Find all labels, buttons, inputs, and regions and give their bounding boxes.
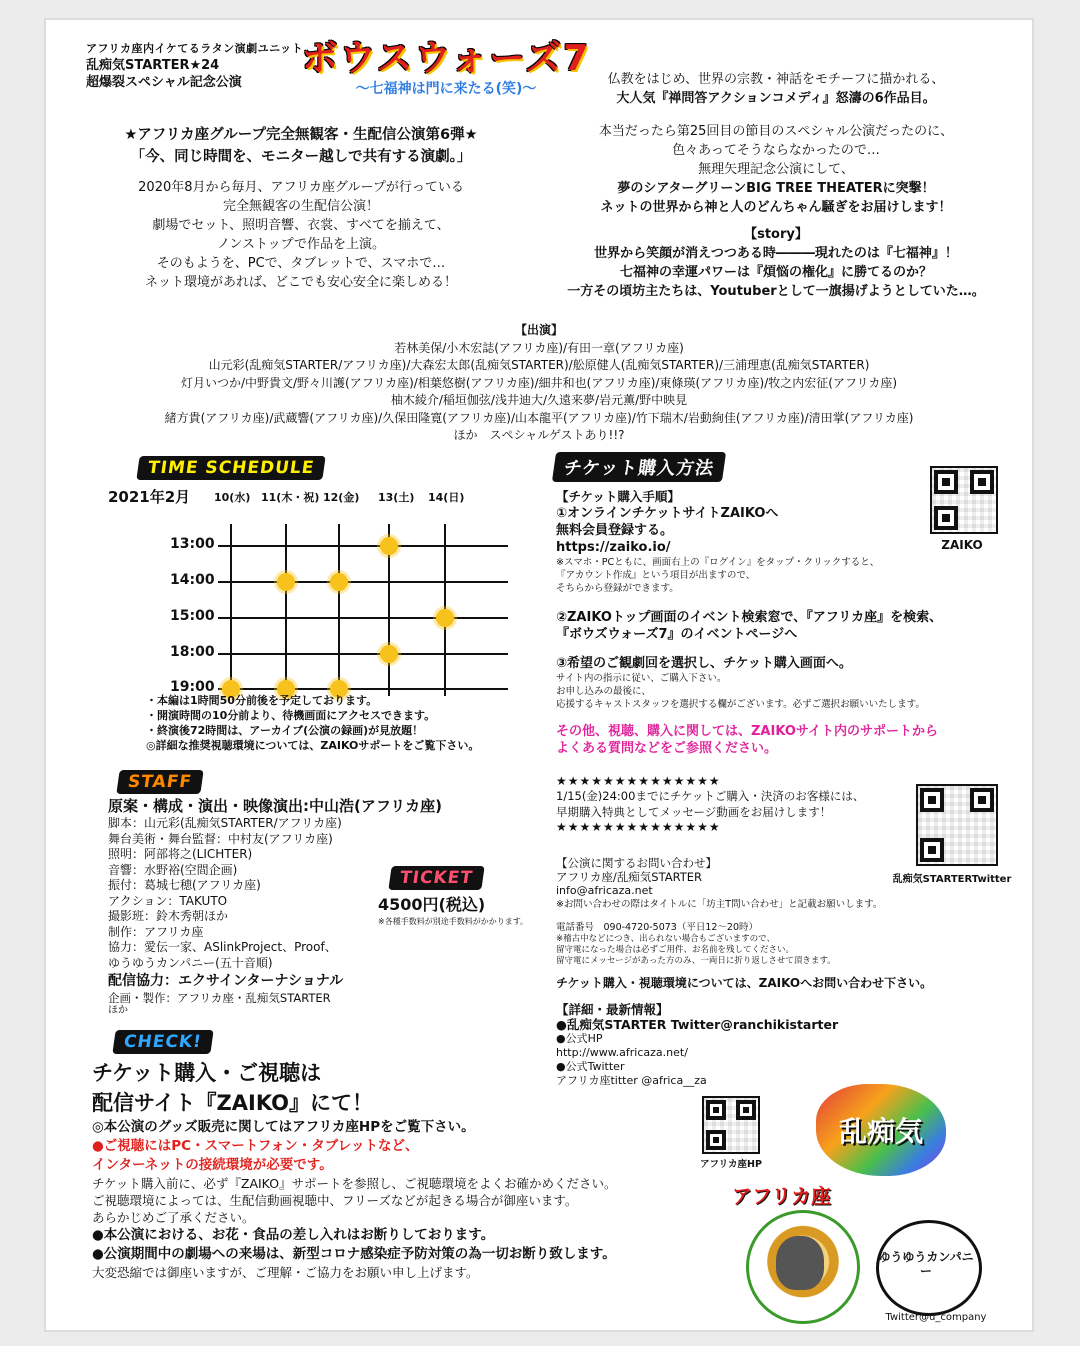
- cast-line: 灯月いつか/中野貴文/野々川護(アフリカ座)/相葉悠樹(アフリカ座)/細井和也(アフリカ座)/東條瑛(アフリカ座)/牧之内宏征(アフリカ座): [180, 375, 898, 390]
- staff-badge-wrap: [118, 770, 202, 794]
- intro-lines: [66, 178, 536, 292]
- about-block: [556, 70, 996, 301]
- africaza-hp-qr-label: アフリカ座HP: [700, 1159, 762, 1170]
- day-label: 10(水): [214, 491, 251, 504]
- purchase-badge-wrap: [554, 452, 724, 482]
- staff-line: 照明：阿部将之(LICHTER): [108, 847, 253, 861]
- ticket-price: 4500円(税込): [378, 895, 486, 914]
- step3-note: サイト内の指示に従い、ご購入下さい。: [556, 673, 727, 684]
- day-label: 14(日): [428, 491, 465, 504]
- cast-line: 緒方貴(アフリカ座)/武蔵響(アフリカ座)/久保田隆寛(アフリカ座)/山本龍平(アフリカ座)/竹下瑞木/岩動絢佳(アフリカ座)/清田掌(アフリカ座): [164, 410, 914, 425]
- schedule-notes: [146, 693, 479, 753]
- step1-a: ①オンラインチケットサイトZAIKOへ: [556, 506, 779, 521]
- info-hp-url[interactable]: http://www.africaza.net/: [556, 1046, 688, 1059]
- step1-note: そちらから登録ができます。: [556, 583, 679, 594]
- step3-note: 応援するキャストスタッフを選択する欄がございます。必ずご選択お願いいたします。: [556, 699, 925, 710]
- check-headline-2: 配信サイト『ZAIKO』にて！: [92, 1091, 374, 1115]
- time-label: 14:00: [170, 572, 215, 588]
- staff-hoka: ほか: [108, 1005, 128, 1016]
- staff-delivery: 配信協力：エクサインターナショナル: [108, 973, 344, 989]
- zaiko-qr-code[interactable]: [930, 466, 998, 534]
- yuyu-logo: [876, 1220, 996, 1320]
- info-tw-handle[interactable]: アフリカ座titter @africa__za: [556, 1074, 707, 1087]
- intro-heading-2: 「今、同じ時間を、モニター越しで共有する演劇。」: [130, 149, 472, 165]
- grid-col-line: [230, 524, 232, 696]
- staff-line: 脚本：山元彩(乱痴気STARTER/アフリカ座): [108, 816, 342, 830]
- time-label: 19:00: [170, 679, 215, 695]
- step3: ③希望のご観劇回を選択し、チケット購入画面へ。: [556, 656, 852, 671]
- grid-row-line: [218, 545, 508, 547]
- ranchiki-logo: [806, 1080, 956, 1180]
- story-line: 七福神の幸運パワーは『煩悩の権化』に勝てるのか？: [619, 265, 932, 280]
- unit-text: アフリカ座内イケてるラタン演劇ユニット: [86, 42, 304, 55]
- day-label: 11(木・祝): [261, 491, 320, 504]
- header-left: [86, 40, 306, 91]
- step2-b: 『ボウズウォーズ7』のイベントページへ: [556, 627, 798, 642]
- check-line: チケット購入前に、必ず『ZAIKO』サポートを参照し、ご視聴環境をよくお確かめください。: [92, 1176, 617, 1191]
- sub-title: 〜七福神は門に来たる(笑)〜: [355, 81, 537, 97]
- zaiko-url[interactable]: https://zaiko.io/: [556, 540, 671, 555]
- cast-line: 柚木綾介/稲垣伽弦/浅井迪大/久遠来夢/岩元薫/野中映見: [390, 393, 688, 407]
- info-label: 【詳細・最新情報】: [556, 1002, 669, 1017]
- intro-line: 劇場でセット、照明音響、衣裳、すべてを揃えて、: [152, 218, 450, 233]
- performance-sun-icon: [436, 609, 454, 627]
- check-goods: ◎本公演のグッズ販売に関してはアフリカ座HPをご覧下さい。: [92, 1119, 475, 1135]
- about-line: 夢のシアターグリーンBIG TREE THEATERに突撃！: [617, 181, 935, 196]
- zaiko-inquiry: チケット購入・視聴環境については、ZAIKOへお問い合わせ下さい。: [556, 976, 933, 990]
- schedule-badge: TIME SCHEDULE: [136, 456, 326, 480]
- grid-row-line: [218, 688, 508, 690]
- check-headline-1: チケット購入・ご視聴は: [92, 1061, 322, 1085]
- staff-main: 原案・構成・演出・映像演出:中山浩(アフリカ座): [108, 797, 442, 815]
- time-label: 13:00: [170, 536, 215, 552]
- about-line: 大人気『禅問答アクションコメディ』怒濤の6作品目。: [616, 91, 936, 106]
- about-line: 無理矢理記念公演にして、: [698, 162, 854, 177]
- support-line-1: その他、視聴、購入に関しては、ZAIKOサイト内のサポートから: [556, 724, 938, 739]
- grid-col-line: [285, 524, 287, 696]
- schedule-note: ・終演後72時間は、アーカイブ(公演の録画)が見放題！: [146, 724, 424, 737]
- ticket-badge-wrap: [390, 866, 483, 890]
- africaza-logo-emblem: [746, 1210, 856, 1320]
- intro-line: ネット環境があれば、どこでも安心安全に楽しめる！: [144, 275, 457, 290]
- time-label: 18:00: [170, 644, 215, 660]
- grid-row-line: [218, 581, 508, 583]
- intro-block: [66, 124, 536, 292]
- early-line-1: 1/15(金)24:00までにチケットご購入・決済のお客様には、: [556, 789, 865, 803]
- yuyu-logo-text: ゆうゆうカンパニー: [878, 1250, 974, 1278]
- phone-note: 留守電になった場合は必ずご用件、お名前を残してください。: [556, 945, 795, 955]
- staff-line: 撮影班：鈴木秀朝ほか: [108, 909, 229, 923]
- info-hp-label: ●公式HP: [556, 1032, 603, 1045]
- staff-line: アクション：TAKUTO: [108, 893, 228, 908]
- step3-note: お申し込みの最後に、: [556, 686, 652, 697]
- step1-note: ※スマホ・PCともに、画面右上の『ログイン』をタップ・クリックすると、: [556, 557, 880, 568]
- cast-line: ほか スペシャルゲストあり!!?: [453, 428, 625, 442]
- intro-line: ノンストップで作品を上演。: [216, 237, 386, 252]
- about-line: 本当だったら第25回目の節目のスペシャル公演だったのに、: [598, 124, 954, 139]
- ranchiki-logo-text: 乱痴気: [838, 1115, 923, 1148]
- staff-line: 制作：アフリカ座: [108, 924, 204, 939]
- cast-block: [46, 322, 1032, 445]
- day-label: 13(土): [378, 491, 415, 504]
- check-block: [92, 1058, 712, 1281]
- africaza-hp-qr-code[interactable]: [702, 1096, 760, 1154]
- phone-note: 留守電にメッセージがあった方のみ、一両日に折り返しさせて頂きます。: [556, 956, 836, 966]
- check-line: ご視聴環境によっては、生配信動画視聴中、フリーズなどが起きる場合が御座います。: [92, 1193, 578, 1208]
- check-red-1: ●ご視聴にはPC・スマートフォン・タブレットなど、: [92, 1138, 419, 1154]
- day-label: 12(金): [323, 491, 360, 504]
- grid-row-line: [218, 617, 508, 619]
- story-line: 一方その頃坊主たちは、Youtuberとして一旗揚げようとしていた…。: [567, 284, 985, 299]
- contact-org: アフリカ座/乱痴気STARTER: [556, 870, 703, 884]
- check-badge-wrap: [114, 1030, 212, 1054]
- early-line-2: 早期購入特典としてメッセージ動画をお届けします！: [556, 805, 832, 819]
- check-apology: 大変恐縮では御座いますが、ご理解・ご協力をお願い申し上げます。: [92, 1265, 479, 1280]
- intro-line: 完全無観客の生配信公演！: [222, 199, 379, 214]
- ticket-badge: TICKET: [388, 866, 484, 890]
- africaza-logo-text: アフリカ座: [732, 1184, 831, 1208]
- info-tw-label: ●公式Twitter: [556, 1060, 625, 1073]
- cast-line: 若林美保/小木宏誌(アフリカ座)/有田一章(アフリカ座): [394, 340, 684, 355]
- performance-sun-icon: [380, 645, 398, 663]
- info-block: [556, 1002, 976, 1088]
- contact-phone: 電話番号 090-4720-5073（平日12〜20時）: [556, 922, 759, 933]
- check-badge: CHECK!: [112, 1030, 213, 1054]
- twitter-qr-code[interactable]: [916, 784, 998, 866]
- twitter-qr-label: 乱痴気STARTERTwitter: [892, 874, 1012, 885]
- grid-row-line: [218, 653, 508, 655]
- performance-sun-icon: [330, 573, 348, 591]
- support-line-2: よくある質問などをご参照ください。: [556, 741, 778, 756]
- story-label: 【story】: [744, 227, 808, 242]
- special-text: 超爆裂スペシャル記念公演: [86, 75, 242, 90]
- intro-heading-1: ★アフリカ座グループ完全無観客・生配信公演第6弾★: [124, 127, 478, 143]
- contact-block: [556, 856, 976, 991]
- cast-label: 【出演】: [514, 323, 563, 337]
- time-label: 15:00: [170, 608, 215, 624]
- performance-sun-icon: [380, 537, 398, 555]
- grid-col-line: [338, 524, 340, 696]
- schedule-note: ・開演時間の10分前より、待機画面にアクセスできます。: [146, 709, 436, 722]
- contact-email[interactable]: info@africaza.net: [556, 884, 653, 897]
- phone-note: ※稽古中などにつき、出られない場合もございますので、: [556, 934, 775, 944]
- staff-producer: 企画・製作：アフリカ座・乱痴気STARTER: [108, 991, 331, 1005]
- cast-line: 山元彩(乱痴気STARTER/アフリカ座)/大森宏太郎(乱痴気STARTER)/舩原健人(乱痴気STARTER)/三浦理恵(乱痴気STARTER): [208, 358, 870, 372]
- story-line: 世界から笑顔が消えつつある時―――現れたのは『七福神』！: [594, 246, 958, 261]
- schedule-month: 2021年2月: [108, 488, 191, 506]
- contact-mail-note: ※お問い合わせの際はタイトルに「坊主T問い合わせ」と記載お願いします。: [556, 899, 883, 910]
- check-covid: ●公演期間中の劇場への来場は、新型コロナ感染症予防対策の為一切お断り致します。: [92, 1246, 616, 1262]
- flyer: [46, 20, 1032, 1330]
- info-twitter[interactable]: ●乱痴気STARTER Twitter@ranchikistarter: [556, 1017, 839, 1032]
- contact-label: 【公演に関するお問い合わせ】: [556, 856, 717, 870]
- about-line: ネットの世界から神と人のどんちゃん騒ぎをお届けします！: [600, 200, 952, 215]
- ticket-note: ※各種手数料が別途手数料がかかります。: [378, 917, 529, 926]
- staff-badge: STAFF: [116, 770, 203, 794]
- step1-b: 無料会員登録する。: [556, 523, 674, 538]
- performance-sun-icon: [277, 573, 295, 591]
- schedule-grid: [108, 484, 528, 695]
- series-text: 乱痴気STARTER★24: [86, 58, 220, 73]
- early-stars: ★★★★★★★★★★★★★★: [556, 774, 721, 788]
- step1-note: 『アカウント作成』という項目が出ますので、: [556, 570, 756, 581]
- schedule-note: ◎詳細な推奨視聴環境については、ZAIKOサポートをご覧下さい。: [146, 739, 480, 752]
- dog-face-icon: [776, 1236, 824, 1290]
- step2-a: ②ZAIKOトップ画面のイベント検索窓で、『アフリカ座』を検索、: [556, 610, 943, 625]
- staff-line: 音響：水野裕(空間企画): [108, 862, 238, 877]
- staff-line: ゆうゆうカンパニー(五十音順): [108, 955, 273, 970]
- intro-line: 2020年8月から毎月、アフリカ座グループが行っている: [138, 180, 464, 195]
- check-line: あらかじめご了承ください。: [92, 1210, 255, 1225]
- yuyu-twitter: Twitter@u_company: [885, 1312, 987, 1323]
- main-title: ボウスウォーズ7: [301, 38, 591, 79]
- about-line: 仏教をはじめ、世界の宗教・神話をモチーフに描かれる、: [607, 72, 945, 87]
- about-line: 色々あってそうならなかったので…: [672, 143, 880, 158]
- early-stars: ★★★★★★★★★★★★★★: [556, 820, 721, 834]
- zaiko-qr-label: ZAIKO: [941, 538, 983, 552]
- intro-line: そのもようを、PCで、タブレットで、スマホで…: [156, 256, 446, 271]
- procedure-label: 【チケット購入手順】: [556, 489, 680, 504]
- purchase-badge: チケット購入方法: [552, 452, 727, 482]
- check-red-2: インターネットの接続環境が必要です。: [92, 1157, 333, 1173]
- schedule-badge-wrap: [138, 456, 324, 480]
- staff-line: 協力：愛伝一家、ASlinkProject、Proof、: [108, 940, 337, 954]
- staff-line: 舞台美術・舞台監督：中村友(アフリカ座): [108, 831, 333, 846]
- early-block: [556, 774, 896, 834]
- staff-line: 振付：葛城七穂(アフリカ座): [108, 878, 261, 892]
- check-gift: ●本公演における、お花・食品の差し入れはお断りしております。: [92, 1227, 495, 1243]
- schedule-note: ・本編は1時間50分前後を予定しております。: [146, 694, 378, 707]
